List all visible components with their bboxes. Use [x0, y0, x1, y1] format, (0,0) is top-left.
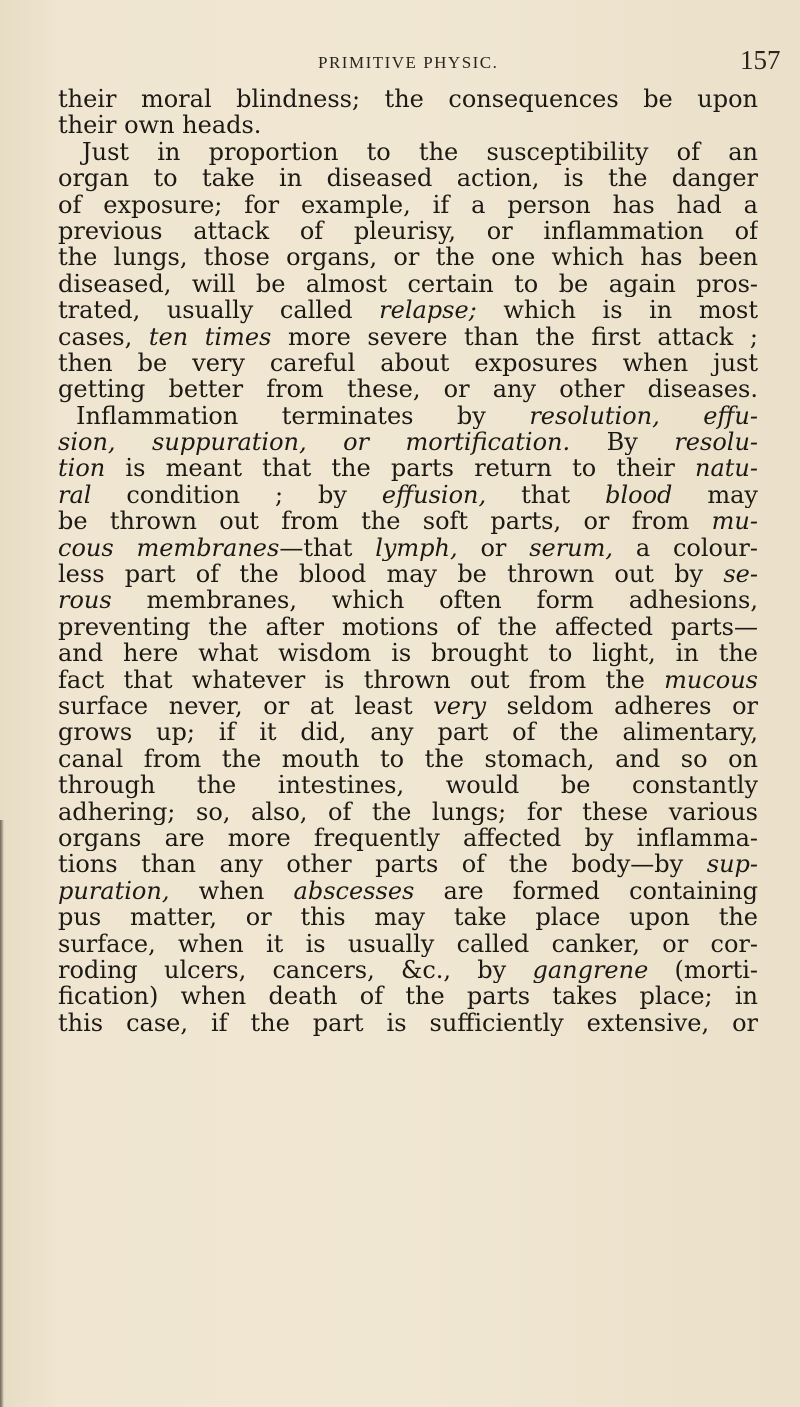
text-line: tions than any other parts of the body—by sup-	[58, 851, 758, 878]
text-line: puration, when abscesses are formed containing	[58, 877, 758, 905]
text-line: trated, usually called relapse; which is in most	[58, 297, 758, 324]
text-line: rous membranes, which often form adhesions,	[58, 587, 758, 614]
text-line: sion, suppuration, or mortification. By resolu-	[58, 429, 758, 456]
page-header	[0, 44, 800, 84]
text-line: of exposure; for example, if a person has had a	[58, 191, 758, 218]
text-line: their moral blindness; the consequences be upon	[58, 86, 758, 113]
text-line: roding ulcers, cancers, &c., by gangrene (morti-	[58, 956, 758, 984]
text-line: be thrown out from the soft parts, or from mu-	[58, 508, 758, 535]
text-line: surface, when it is usually called canker, or cor-	[58, 930, 758, 957]
text-line: organ to take in diseased action, is the danger	[58, 165, 758, 192]
text-line: tion is meant that the parts return to their natu-	[58, 455, 758, 482]
text-line: organs are more frequently affected by inflamma-	[58, 824, 758, 852]
text-line: adhering; so, also, of the lungs; for these various	[58, 798, 758, 825]
text-line: fact that whatever is thrown out from the mucous	[58, 666, 758, 693]
text-line: diseased, will be almost certain to be again pros-	[58, 270, 758, 298]
text-line: this case, if the part is sufficiently extensive, or	[58, 1009, 758, 1037]
text-line: ral condition ; by effusion, that blood may	[58, 481, 758, 509]
text-line: pus matter, or this may take place upon the	[58, 904, 758, 931]
text-line: getting better from these, or any other diseases.	[58, 376, 758, 403]
text-line: surface never, or at least very seldom adheres or	[58, 692, 758, 720]
running-title: PRIMITIVE PHYSIC.	[318, 53, 499, 72]
body-text	[58, 86, 758, 1036]
text-line: canal from the mouth to the stomach, and so on	[58, 745, 758, 773]
text-line: Just in proportion to the susceptibility of an	[82, 138, 758, 166]
page-edge-shadow	[0, 820, 4, 1407]
text-line: cases, ten times more severe than the first attack ;	[58, 323, 758, 350]
text-line: through the intestines, would be constantly	[58, 772, 758, 799]
text-line: preventing the after motions of the affected parts—	[58, 613, 758, 641]
text-line: the lungs, those organs, or the one which has been	[58, 244, 758, 271]
text-line: grows up; if it did, any part of the alimentary,	[58, 719, 758, 746]
text-line: and here what wisdom is brought to light, in the	[58, 640, 758, 667]
text-line: less part of the blood may be thrown out by se-	[58, 561, 758, 588]
text-line: cous membranes—that lymph, or serum, a colour-	[58, 534, 758, 562]
page-number: 157	[740, 45, 781, 75]
text-line: previous attack of pleurisy, or inflammation of	[58, 217, 758, 245]
text-line: fication) when death of the parts takes place; in	[58, 983, 758, 1010]
text-line: then be very careful about exposures when just	[58, 349, 758, 377]
text-line: their own heads.	[58, 112, 262, 139]
text-line: Inflammation terminates by resolution, effu-	[76, 402, 758, 430]
